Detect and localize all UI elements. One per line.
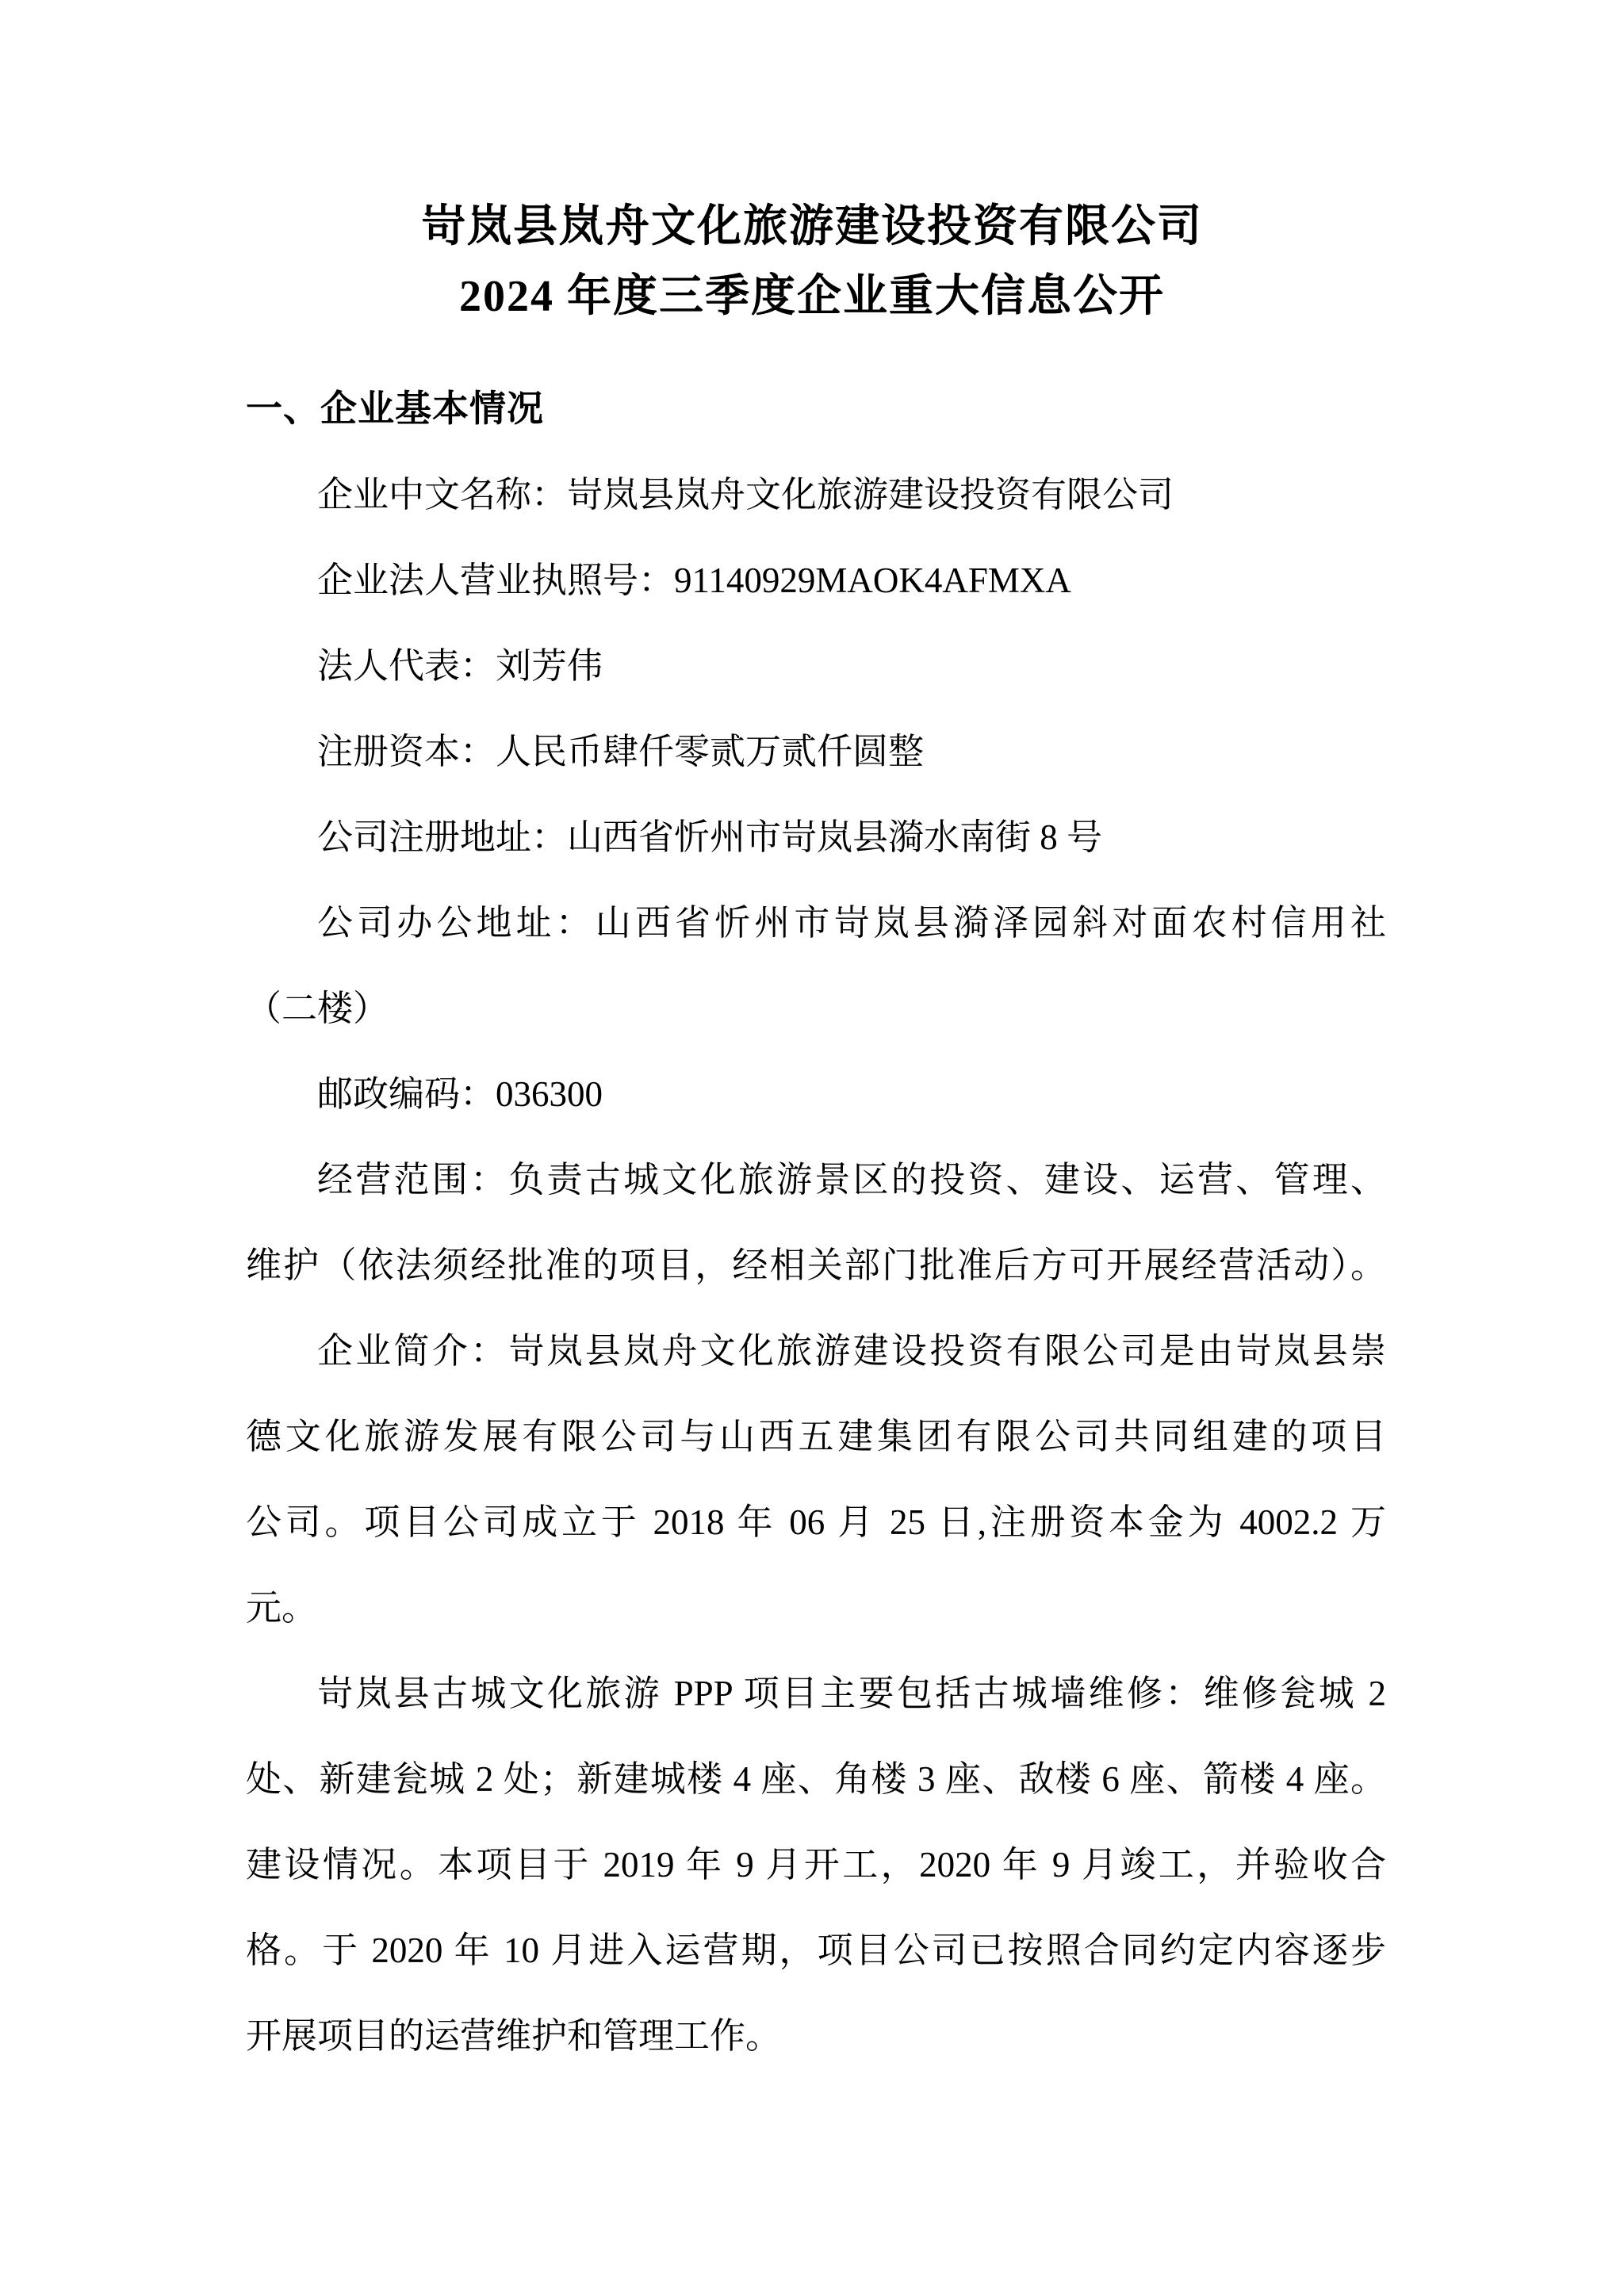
body-line: 经营范围：负责古城文化旅游景区的投资、建设、运营、管理、 [317, 1160, 1386, 1200]
body-line: 企业简介：岢岚县岚舟文化旅游建设投资有限公司是由岢岚县崇 [317, 1331, 1386, 1371]
body-line: 德文化旅游发展有限公司与山西五建集团有限公司共同组建的项目 [246, 1417, 1386, 1456]
body-line: 建设情况。本项目于 2019 年 9 月开工，2020 年 9 月竣工，并验收合 [246, 1845, 1386, 1885]
body-line: 维护（依法须经批准的项目，经相关部门批准后方可开展经营活动）。 [246, 1246, 1386, 1285]
document-body [246, 366, 1386, 2079]
body-lines [246, 452, 1386, 2079]
body-line: 公司。项目公司成立于 2018 年 06 月 25 日,注册资本金为 4002.2 万 [246, 1502, 1386, 1542]
body-line: 处、新建瓮城 2 处；新建城楼 4 座、角楼 3 座、敌楼 6 座、箭楼 4 座。 [246, 1759, 1386, 1799]
body-line: 公司注册地址：山西省忻州市岢岚县漪水南街 8 号 [317, 817, 1103, 857]
body-line: 公司办公地址：山西省忻州市岢岚县漪泽园斜对面农村信用社 [317, 903, 1386, 943]
body-line: 邮政编码：036300 [317, 1074, 603, 1114]
body-line: 格。于 2020 年 10 月进入运营期，项目公司已按照合同约定内容逐步 [246, 1931, 1386, 1970]
document-title-line-2: 2024 年度三季度企业重大信息公开 [459, 272, 1165, 321]
body-line: 法人代表：刘芳伟 [317, 646, 603, 686]
body-line: 元。 [246, 1588, 318, 1628]
document-title-line-1: 岢岚县岚舟文化旅游建设投资有限公司 [421, 202, 1203, 251]
section-heading-basic-info: 一、企业基本情况 [246, 388, 544, 429]
body-line: 注册资本：人民币肆仟零贰万贰仟圆整 [317, 732, 925, 771]
body-line: 开展项目的运营维护和管理工作。 [246, 2016, 782, 2056]
body-line: 岢岚县古城文化旅游 PPP 项目主要包括古城墙维修：维修瓮城 2 [317, 1674, 1386, 1713]
document-title [0, 0, 1624, 331]
body-line: 企业法人营业执照号：91140929MAOK4AFMXA [317, 561, 1071, 600]
body-line: 企业中文名称：岢岚县岚舟文化旅游建设投资有限公司 [317, 475, 1174, 515]
body-line: （二楼） [246, 989, 389, 1028]
